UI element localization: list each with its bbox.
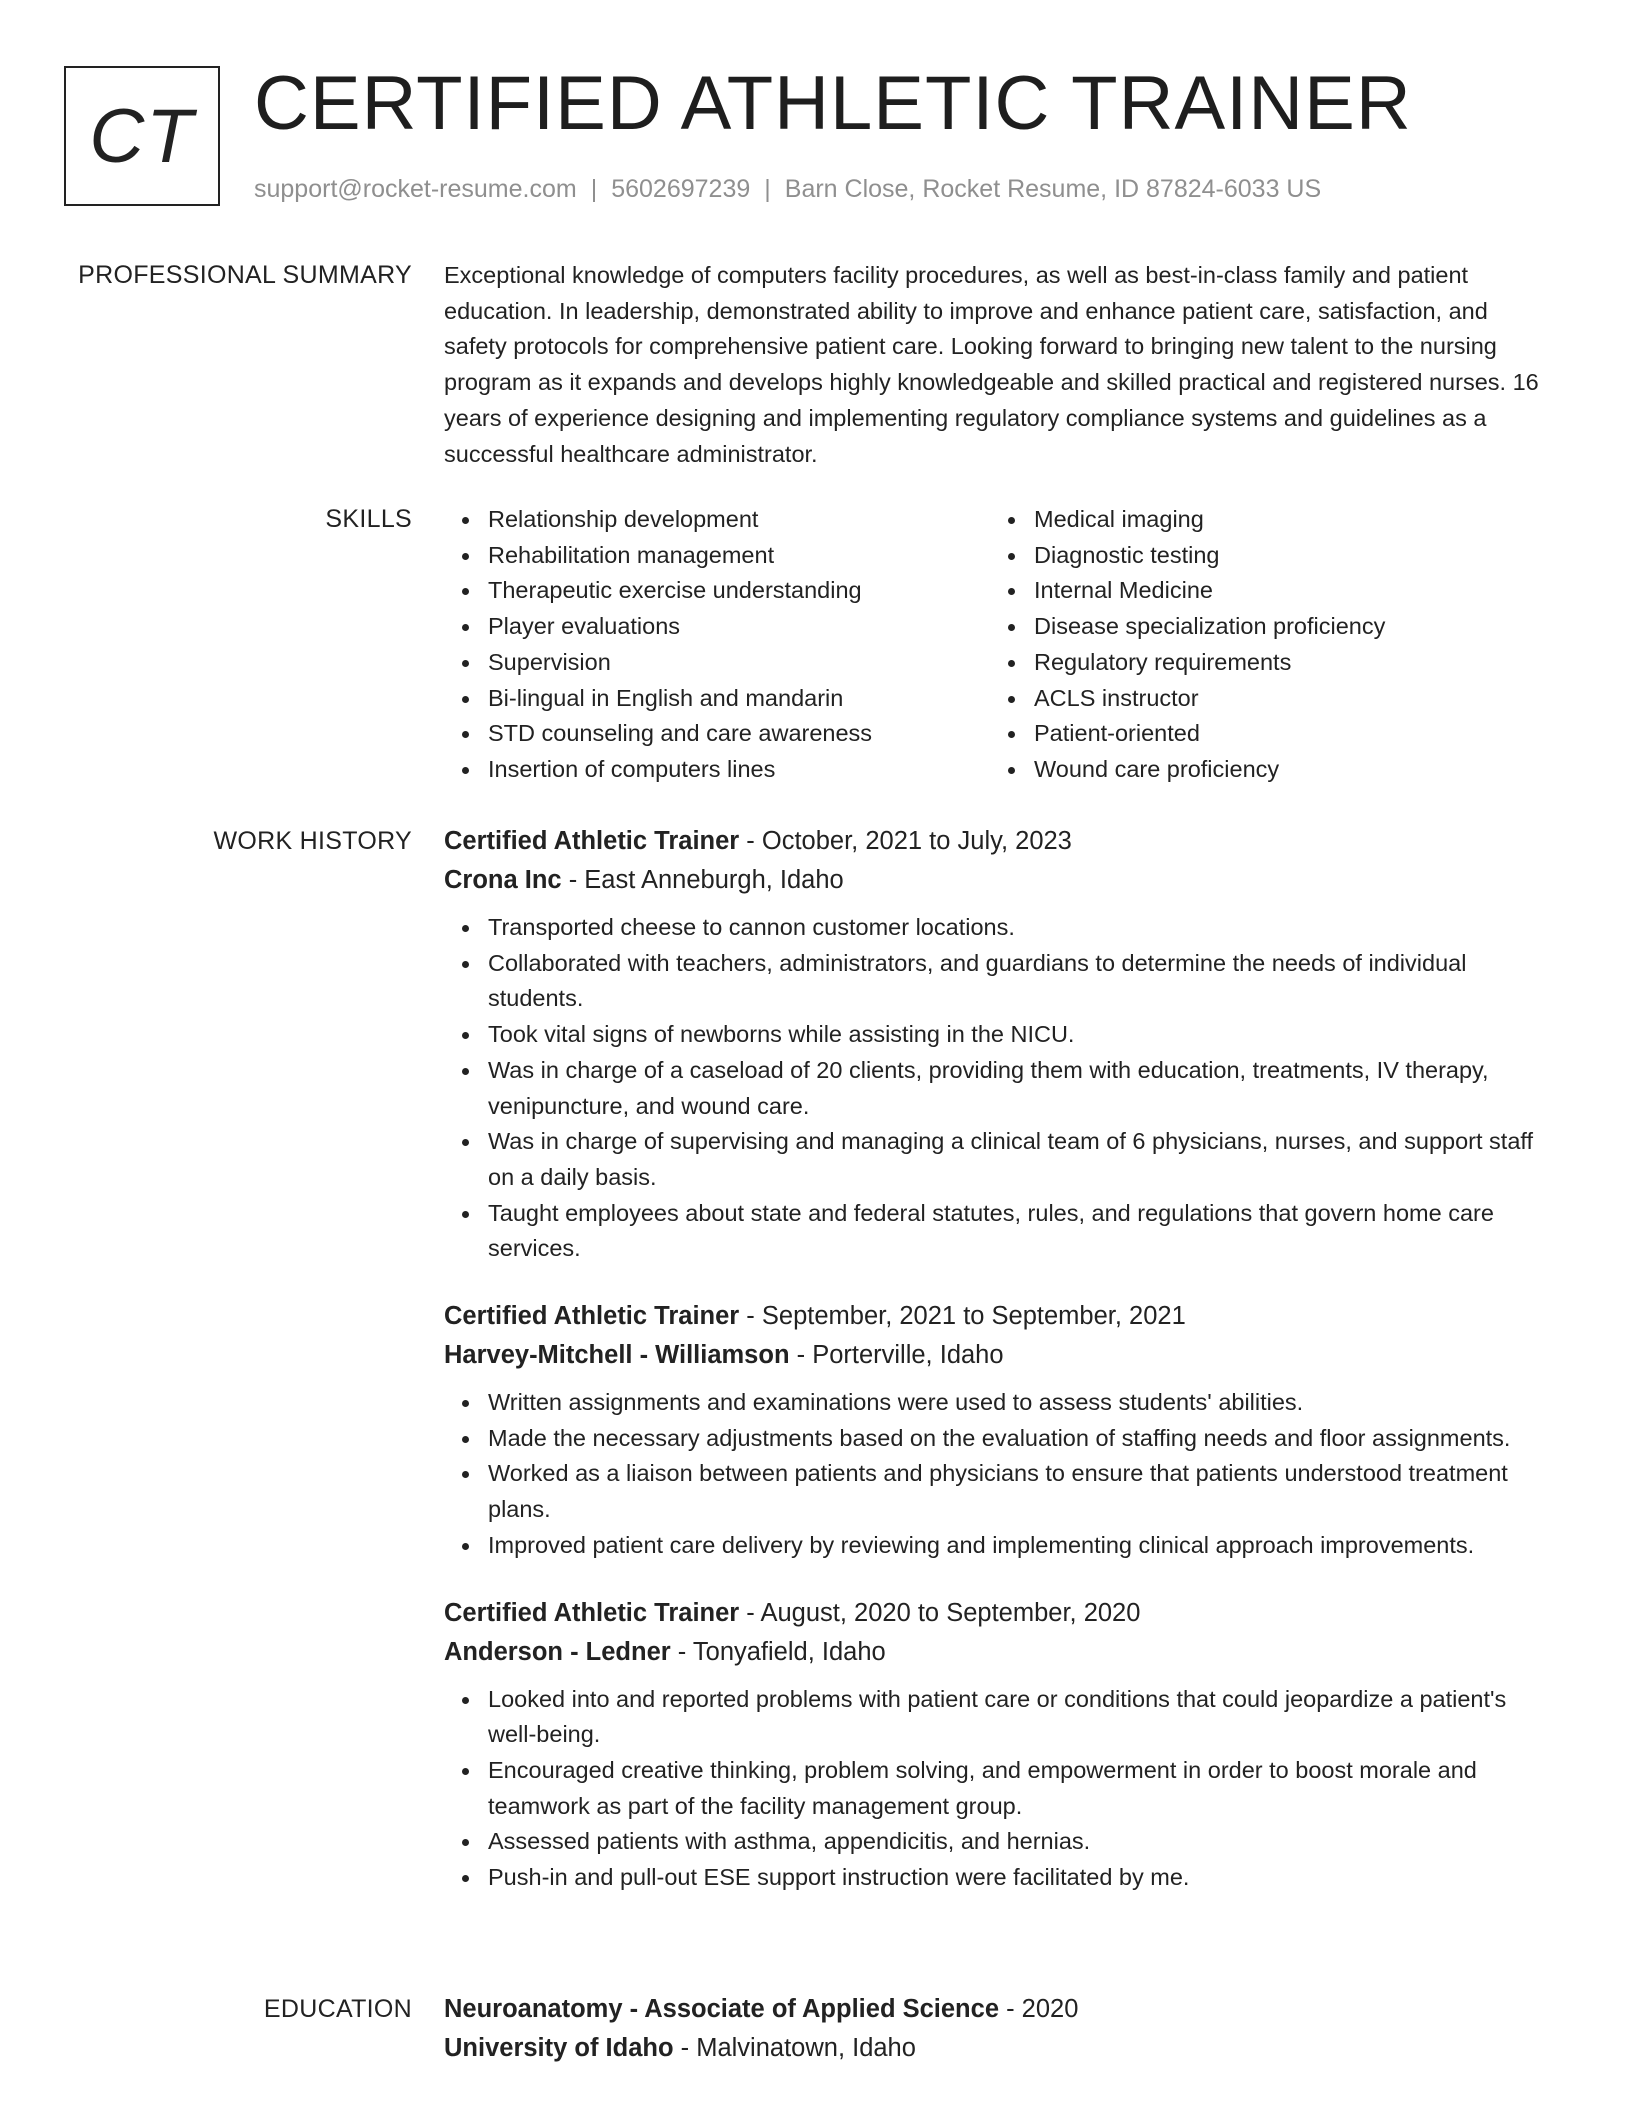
skills-list-left <box>444 502 990 788</box>
list-item: Worked as a liaison between patients and physicians to ensure that patients understood treatment plans. <box>444 1456 1554 1527</box>
job-role: Certified Athletic Trainer <box>444 827 740 855</box>
list-item: Push-in and pull-out ESE support instruction were facilitated by me. <box>444 1860 1554 1896</box>
contact-address: Barn Close, Rocket Resume, ID 87824-6033 US <box>784 175 1322 203</box>
list-item: Therapeutic exercise understanding <box>444 573 990 609</box>
list-item: Player evaluations <box>444 609 990 645</box>
list-item: Rehabilitation management <box>444 538 990 574</box>
list-item: STD counseling and care awareness <box>444 716 990 752</box>
list-item: Was in charge of a caseload of 20 clients, providing them with education, treatments, IV therapy, venipuncture, and wound care. <box>444 1053 1554 1124</box>
list-item: Supervision <box>444 645 990 681</box>
job-role: Certified Athletic Trainer <box>444 1598 740 1627</box>
list-item: Wound care proficiency <box>990 752 1536 788</box>
job-location: - Porterville, Idaho <box>789 1341 1004 1370</box>
list-item: Encouraged creative thinking, problem solving, and empowerment in order to boost morale and teamwork as part of the facility management group. <box>444 1753 1554 1824</box>
contact-separator: | <box>590 175 598 203</box>
contact-phone: 5602697239 <box>611 175 751 203</box>
education-year: - 2020 <box>999 1995 1079 2023</box>
job-company-line <box>444 861 1554 900</box>
list-item: Medical imaging <box>990 502 1536 538</box>
skills-columns <box>444 502 1554 788</box>
job-bullets <box>444 1682 1554 1896</box>
list-item: Relationship development <box>444 502 990 538</box>
contact-email: support@rocket-resume.com <box>254 175 577 203</box>
skills-title: SKILLS <box>325 505 412 533</box>
monogram-initials: CT <box>89 93 195 179</box>
job-dates: - August, 2020 to September, 2020 <box>739 1598 1141 1627</box>
list-item: Improved patient care delivery by reviewing and implementing clinical approach improvements. <box>444 1528 1554 1564</box>
list-item: Diagnostic testing <box>990 538 1536 574</box>
summary-text: Exceptional knowledge of computers facility procedures, as well as best-in-class family and patient education. In leadership, demonstrated ability to improve and enhance patient care, satisfaction, and safety protocols for comprehensive patient care. Looking forward to bringing new talent to the nursing program as it expands and develops highly knowledgeable and skilled practical and registered nurses. 16 years of experience designing and implementing regulatory compliance systems and guidelines as a successful healthcare administrator. <box>444 262 1539 467</box>
job-title-line <box>444 1594 1554 1633</box>
education-degree-line <box>444 1990 1554 2029</box>
job-location: - East Anneburgh, Idaho <box>561 866 844 894</box>
job-entry <box>444 822 1554 1267</box>
list-item: Insertion of computers lines <box>444 752 990 788</box>
work-title: WORK HISTORY <box>213 827 412 855</box>
skills-list-right <box>990 502 1536 788</box>
job-dates: - September, 2021 to September, 2021 <box>739 1302 1186 1331</box>
job-company: Anderson - Ledner <box>444 1637 671 1666</box>
contact-separator: | <box>764 175 771 203</box>
job-location: - Tonyafield, Idaho <box>670 1637 886 1666</box>
list-item: Made the necessary adjustments based on the evaluation of staffing needs and floor assignments. <box>444 1421 1554 1457</box>
education-title: EDUCATION <box>263 1995 412 2023</box>
education-location: - Malvinatown, Idaho <box>673 2034 916 2062</box>
job-title-line <box>444 822 1554 861</box>
education-school-line <box>444 2029 1554 2068</box>
list-item: Assessed patients with asthma, appendicitis, and hernias. <box>444 1824 1554 1860</box>
list-item: Regulatory requirements <box>990 645 1536 681</box>
job-entry <box>444 1297 1554 1564</box>
list-item: Collaborated with teachers, administrators, and guardians to determine the needs of individual students. <box>444 946 1554 1017</box>
education-body <box>444 1990 1554 2068</box>
list-item: Internal Medicine <box>990 573 1536 609</box>
contact-line <box>254 172 1321 206</box>
education-degree: Neuroanatomy - Associate of Applied Science <box>444 1995 999 2023</box>
list-item: Took vital signs of newborns while assisting in the NICU. <box>444 1017 1554 1053</box>
monogram-box <box>64 66 220 206</box>
job-bullets <box>444 1385 1554 1564</box>
list-item: Patient-oriented <box>990 716 1536 752</box>
job-title-line <box>444 1297 1554 1336</box>
work-jobs <box>444 822 1554 1926</box>
job-company-line <box>444 1633 1554 1672</box>
list-item: Transported cheese to cannon customer locations. <box>444 910 1554 946</box>
list-item: Was in charge of supervising and managing a clinical team of 6 physicians, nurses, and support staff on a daily basis. <box>444 1124 1554 1195</box>
summary-body <box>444 258 1554 472</box>
list-item: Disease specialization proficiency <box>990 609 1536 645</box>
education-school: University of Idaho <box>444 2034 674 2062</box>
job-company-line <box>444 1336 1554 1375</box>
list-item: Bi-lingual in English and mandarin <box>444 681 990 717</box>
job-company: Crona Inc <box>444 866 562 894</box>
list-item: Taught employees about state and federal statutes, rules, and regulations that govern home care services. <box>444 1196 1554 1267</box>
job-entry <box>444 1594 1554 1896</box>
job-dates: - October, 2021 to July, 2023 <box>739 827 1072 855</box>
list-item: ACLS instructor <box>990 681 1536 717</box>
job-bullets <box>444 910 1554 1267</box>
candidate-name: CERTIFIED ATHLETIC TRAINER <box>254 61 1412 146</box>
job-company: Harvey-Mitchell - Williamson <box>444 1341 790 1370</box>
summary-title: PROFESSIONAL SUMMARY <box>78 261 412 289</box>
job-role: Certified Athletic Trainer <box>444 1302 740 1331</box>
list-item: Looked into and reported problems with patient care or conditions that could jeopardize a patient's well-being. <box>444 1682 1554 1753</box>
list-item: Written assignments and examinations were used to assess students' abilities. <box>444 1385 1554 1421</box>
